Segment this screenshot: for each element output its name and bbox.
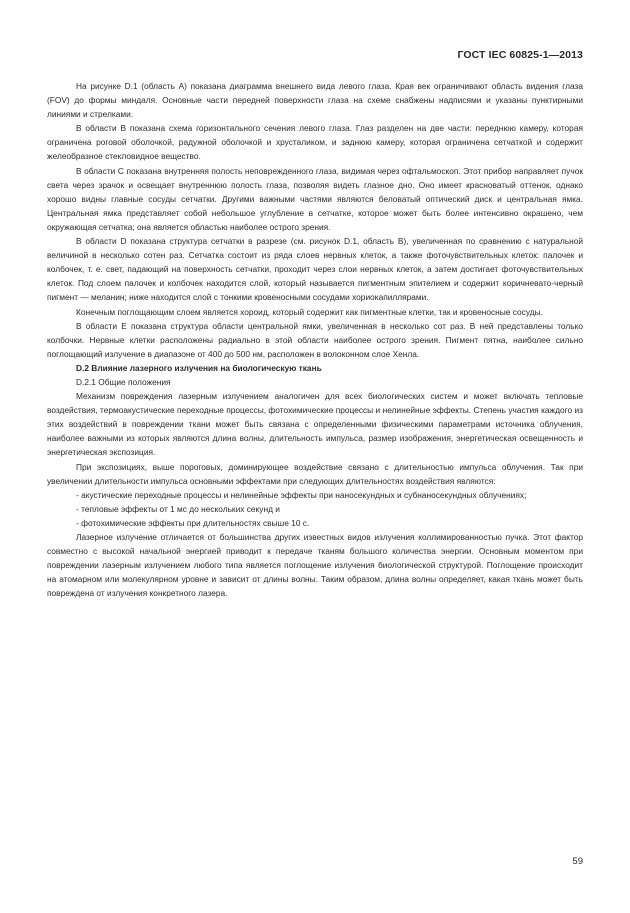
- paragraph-choroid: Конечным поглощающим слоем является хороид, который содержит как пигментные клетки, так и кровеносные сосуды.: [76, 306, 543, 317]
- page-number: 59: [572, 856, 583, 867]
- paragraph-area-e: В области Е показана структура области центральной ямки, увеличенная в несколько сот раз. В ней представлены только колбочки. Нервные клетки расположены радиально в этой области наиболее острого зрения. Пигмент пятна, наиболее сильно поглощающий излучение в диапазоне от 400 до 500 нм, расположен в волоконном слое Хенла.: [47, 320, 583, 359]
- paragraph-area-c: В области С показана внутренняя полость неповрежденного глаза, видимая через офтальмоскоп. Этот прибор направляет пучок света через зрачок и освещает внутреннюю полость глаза, позволяя видеть глазное дно. Оно имеет красноватый оттенок, однако хорошо видны главные сосуды сетчатки. Другими важными частями являются беловатый оптический диск и центральная ямка. Центральная ямка представляет собой небольшое углубление в сетчатке, которое может быть более интенсивно окрашено, чем окружающая сетчатка; она является областью наиболее острого зрения.: [47, 165, 583, 232]
- list-item-thermal: - тепловые эффекты от 1 мс до нескольких секунд и: [76, 503, 280, 514]
- document-body: [47, 79, 583, 600]
- paragraph-area-a: На рисунке D.1 (область А) показана диаграмма внешнего вида левого глаза. Края век ограничивают область видения глаза (FOV) до формы миндаля. Основные части передней поверхности глаза на схеме снабжены надписями и указаны пунктирными линиями и стрелками.: [47, 81, 583, 120]
- subsection-heading-d2-1: D.2.1 Общие положения: [76, 376, 171, 387]
- paragraph-area-b: В области В показана схема горизонтального сечения левого глаза. Глаз разделен на две части: переднюю камеру, которая ограничена роговой оболочкой, радужной оболочкой и хрусталиком, и заднюю камеру, которая ограничена сетчаткой и содержит желеобразное стекловидное вещество.: [47, 123, 583, 162]
- list-item-photochemical: - фотохимические эффекты при длительностях свыше 10 с.: [76, 517, 310, 528]
- list-item-acoustic: - акустические переходные процессы и нелинейные эффекты при наносекундных и субнаносекундных облучениях;: [76, 489, 527, 500]
- paragraph-damage-mechanism: Механизм повреждения лазерным излучением аналогичен для всех биологических систем и может включать тепловые воздействия, термоакустические переходные процессы, фотохимические процессы и нелинейные эффекты. Степень участия каждого из этих воздействий в повреждении ткани может быть связана с определенными физическими параметрами источника облучения, наиболее важными из которых являются длина волны, длительность импульса, размер изображения, энергетическая освещенность и энергетическая экспозиция.: [47, 391, 583, 458]
- section-heading-d2: D.2 Влияние лазерного излучения на биологическую ткань: [76, 362, 322, 373]
- paragraph-area-d: В области D показана структура сетчатки в разрезе (см. рисунок D.1, область В), увеличенная по сравнению с натуральной величиной в несколько сотен раз. Сетчатка состоит из ряда слоев нервных клеток, а также фоточувствительных клеток: палочек и колбочек, т. е. свет, падающий на поверхность сетчатки, проходит через слои нервных клеток, а затем достигает фоточувствительных клеток. Под слоем палочек и колбочек находится слой, который называется пигментным эпителием и содержит коричневато-черный пигмент — меланин; ниже находится слой с тонкими кровеносными сосудами хориокапиллярами.: [47, 236, 583, 303]
- paragraph-laser-collimation: Лазерное излучение отличается от большинства других известных видов излучения коллимированностью пучка. Этот фактор совместно с высокой начальной энергией приводит к передаче тканям большого количества энергии. Основным моментом при повреждении лазерным излучением любого типа является поглощение излучения биологической структурой. Поглощение происходит на атомарном или молекулярном уровне и зависит от длины волны. Таким образом, длина волны определяет, какая ткань может быть повреждена от излучения конкретного лазера.: [47, 532, 583, 599]
- document-code-header: ГОСТ IEC 60825-1—2013: [457, 49, 583, 61]
- paragraph-exposures: При экспозициях, выше пороговых, доминирующее воздействие связано с длительностью импульса облучения. Так при увеличении длительности импульса основными эффектами при следующих длительностях воздействия являются:: [47, 461, 583, 486]
